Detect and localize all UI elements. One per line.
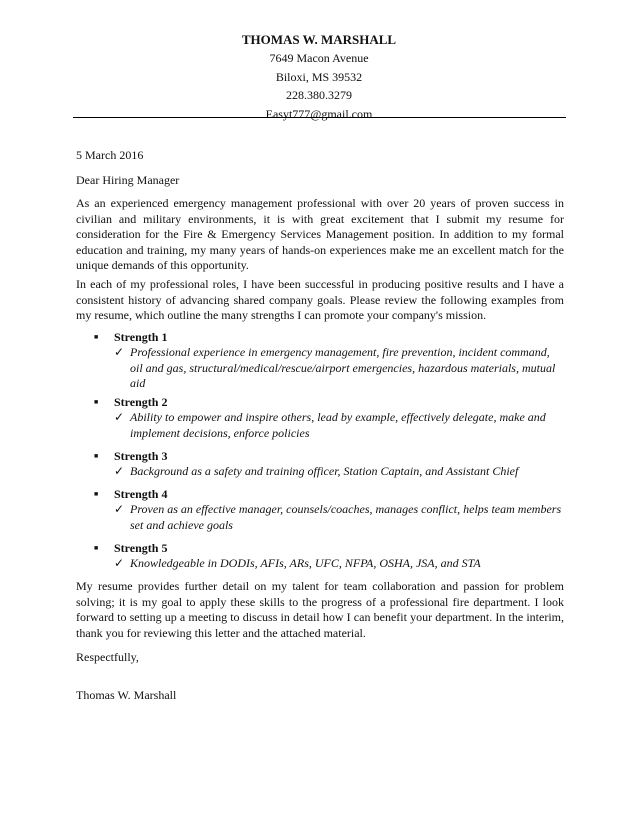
paragraph-intro: As an experienced emergency management professional with over 20 years of proven success in civilian and military environments, it is with great excitement that I submit my resume for consideration for the Fire & Emergency Services Management position. In addition to my formal education and training, my many years of hands-on experiences make me an excellent match for the unique demands of this opportunity.	[76, 196, 564, 272]
sender-phone: 228.380.3279	[286, 88, 352, 102]
strength-item	[94, 330, 564, 392]
salutation: Dear Hiring Manager	[76, 173, 180, 187]
strength-item	[94, 541, 564, 572]
sender-email: Easyt777@gmail.com	[265, 106, 373, 121]
checkmark-icon: ✓	[114, 502, 125, 516]
strength-detail: Ability to empower and inspire others, lead by example, effectively delegate, make and implement decisions, enforce policies	[130, 410, 546, 440]
checkmark-icon: ✓	[114, 556, 125, 570]
strength-detail: Background as a safety and training officer, Station Captain, and Assistant Chief	[130, 464, 519, 478]
strength-detail: Proven as an effective manager, counsels/coaches, manages conflict, helps team members set and achieve goals	[130, 502, 562, 532]
strength-title: Strength 3	[114, 449, 168, 463]
header-divider	[73, 117, 566, 118]
square-bullet-icon: ■	[94, 544, 99, 552]
square-bullet-icon: ■	[94, 398, 99, 406]
checkmark-icon: ✓	[114, 410, 125, 424]
strength-item	[94, 487, 564, 533]
paragraph-closing: My resume provides further detail on my talent for team collaboration and passion for problem solving; it is my goal to apply these skills to the progress of a professional fire department. I look forward to setting up a meeting to discuss in detail how I can benefit your department. In the interim, thank you for reviewing this letter and the attached material.	[76, 579, 564, 640]
strength-item	[94, 449, 564, 480]
paragraph-roles: In each of my professional roles, I have been successful in producing positive results and I have a consistent history of advancing shared company goals. Please review the following examples from my resume, which outline the many strengths I can promote your company's mission.	[76, 277, 564, 322]
strength-title: Strength 4	[114, 487, 168, 501]
square-bullet-icon: ■	[94, 490, 99, 498]
closing: Respectfully,	[76, 650, 139, 664]
strength-detail: Knowledgeable in DODIs, AFIs, ARs, UFC, NFPA, OSHA, JSA, and STA	[130, 556, 481, 570]
strength-detail: Professional experience in emergency management, fire prevention, incident command, oil and gas, structural/medical/rescue/airport emergencies, hazardous materials, mutual aid	[130, 345, 556, 390]
strength-title: Strength 5	[114, 541, 168, 555]
strength-item	[94, 395, 564, 441]
square-bullet-icon: ■	[94, 333, 99, 341]
checkmark-icon: ✓	[114, 345, 125, 359]
sender-name: THOMAS W. MARSHALL	[241, 32, 397, 47]
strength-title: Strength 1	[114, 330, 168, 344]
letter-date: 5 March 2016	[76, 148, 144, 162]
strength-title: Strength 2	[114, 395, 168, 409]
square-bullet-icon: ■	[94, 452, 99, 460]
checkmark-icon: ✓	[114, 464, 125, 478]
sender-street: 7649 Macon Avenue	[269, 51, 369, 65]
signature-name: Thomas W. Marshall	[76, 688, 177, 702]
letterhead	[0, 31, 638, 123]
sender-city: Biloxi, MS 39532	[275, 69, 363, 84]
